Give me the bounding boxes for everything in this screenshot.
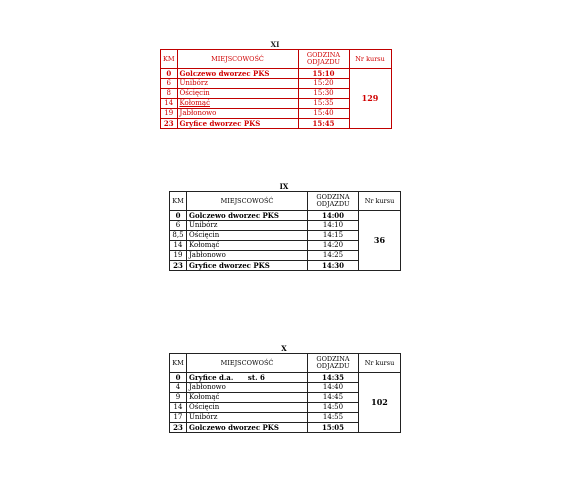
time-cell: 14:40 (308, 383, 359, 393)
time-cell: 14:55 (308, 413, 359, 423)
place-cell: Golczewo dworzec PKS (187, 211, 308, 221)
timetable-x (169, 345, 401, 433)
time-cell: 15:05 (308, 423, 359, 433)
place-cell: Unibórz (177, 79, 298, 89)
place-cell: Ościęcin (177, 89, 298, 99)
place-cell: Gryfice dworzec PKS (177, 119, 298, 129)
place-cell: Gryfice dworzec PKS (187, 261, 308, 271)
header-km: KM (170, 354, 187, 373)
km-cell: 6 (170, 221, 187, 231)
time-cell: 15:10 (298, 69, 349, 79)
time-cell: 14:35 (308, 373, 359, 383)
km-cell: 17 (170, 413, 187, 423)
place-cell: Unibórz (187, 221, 308, 231)
place-cell: Unibórz (187, 413, 308, 423)
km-cell: 4 (170, 383, 187, 393)
km-cell: 8,5 (170, 231, 187, 241)
header-time: GODZINA ODJAZDU (308, 192, 359, 211)
table-row (170, 211, 401, 221)
km-cell: 23 (170, 261, 187, 271)
time-cell: 14:10 (308, 221, 359, 231)
place-cell: Kołomąć (187, 241, 308, 251)
time-cell: 14:15 (308, 231, 359, 241)
place-cell: Ościęcin (187, 403, 308, 413)
km-cell: 8 (161, 89, 178, 99)
header-course: Nr kursu (359, 192, 401, 211)
header-km: KM (161, 50, 178, 69)
table-title: IX (279, 182, 289, 191)
time-cell: 14:25 (308, 251, 359, 261)
header-time: GODZINA ODJAZDU (308, 354, 359, 373)
place-cell: Jabłonowo (187, 383, 308, 393)
time-cell: 15:20 (298, 79, 349, 89)
km-cell: 14 (161, 99, 178, 109)
header-time: GODZINA ODJAZDU (298, 50, 349, 69)
header-place: MIEJSCOWOŚĆ (187, 354, 308, 373)
table-title: XI (270, 40, 280, 49)
table-header-row (170, 354, 401, 373)
place-cell: Jabłonowo (187, 251, 308, 261)
time-cell: 14:00 (308, 211, 359, 221)
time-cell: 14:30 (308, 261, 359, 271)
time-cell: 14:50 (308, 403, 359, 413)
km-cell: 6 (161, 79, 178, 89)
time-cell: 14:45 (308, 393, 359, 403)
course-number: 36 (359, 211, 401, 271)
km-cell: 9 (170, 393, 187, 403)
km-cell: 23 (161, 119, 178, 129)
table-row (161, 69, 392, 79)
header-course: Nr kursu (349, 50, 391, 69)
header-course: Nr kursu (359, 354, 401, 373)
timetable (169, 353, 401, 433)
header-km: KM (170, 192, 187, 211)
km-cell: 19 (161, 109, 178, 119)
time-cell: 15:45 (298, 119, 349, 129)
km-cell: 14 (170, 403, 187, 413)
timetable (169, 191, 401, 271)
km-cell: 0 (170, 373, 187, 383)
km-cell: 0 (161, 69, 178, 79)
header-place: MIEJSCOWOŚĆ (177, 50, 298, 69)
km-cell: 23 (170, 423, 187, 433)
place-cell: Kołomąć (187, 393, 308, 403)
time-cell: 14:20 (308, 241, 359, 251)
place-cell: Jabłonowo (177, 109, 298, 119)
table-header-row (170, 192, 401, 211)
time-cell: 15:40 (298, 109, 349, 119)
km-cell: 19 (170, 251, 187, 261)
table-row (170, 373, 401, 383)
timetable-ix (169, 183, 401, 271)
km-cell: 14 (170, 241, 187, 251)
km-cell: 0 (170, 211, 187, 221)
place-cell: Golczewo dworzec PKS (187, 423, 308, 433)
time-cell: 15:35 (298, 99, 349, 109)
table-title: X (281, 344, 287, 353)
place-cell: Golczewo dworzec PKS (177, 69, 298, 79)
timetable (160, 49, 392, 129)
table-header-row (161, 50, 392, 69)
place-cell: Ościęcin (187, 231, 308, 241)
course-number: 129 (349, 69, 391, 129)
place-cell: Kołomąć (177, 99, 298, 109)
header-place: MIEJSCOWOŚĆ (187, 192, 308, 211)
timetable-xi (160, 41, 392, 129)
time-cell: 15:30 (298, 89, 349, 99)
course-number: 102 (359, 373, 401, 433)
place-cell: Gryfice d.a. st. 6 (187, 373, 308, 383)
